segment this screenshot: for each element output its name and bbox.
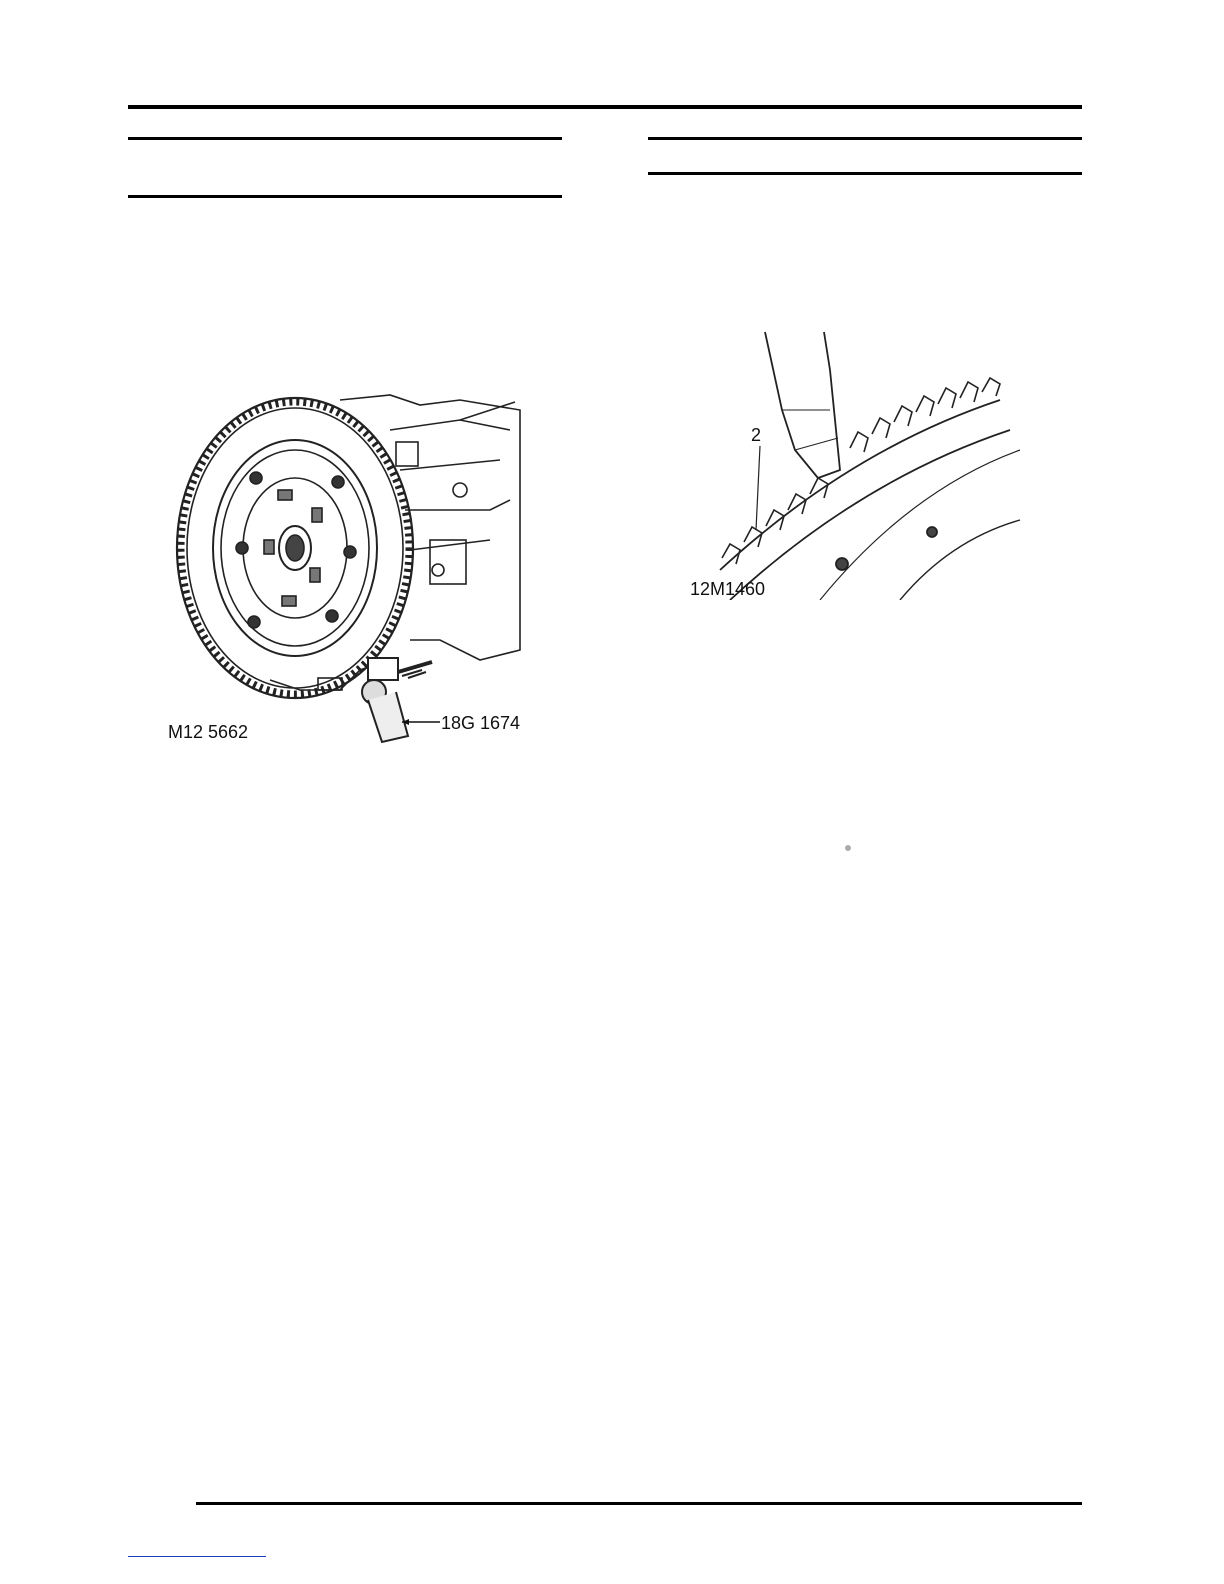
ring-gear-figure [700, 330, 1030, 600]
locking-tool-leader-line [400, 716, 442, 728]
flywheel-locking-figure [160, 390, 540, 750]
top-header-rule [128, 105, 1082, 109]
right-section-rule-top [648, 137, 1082, 140]
ring-gear-callout-number: 2 [751, 425, 762, 445]
footer-rule [196, 1502, 1082, 1505]
flywheel-illustration [160, 390, 540, 750]
left-section-rule-bottom [128, 195, 562, 198]
stray-dot [845, 845, 851, 851]
flywheel-figure-code: M12 5662 [168, 722, 249, 742]
right-section-rule-bottom [648, 172, 1082, 175]
ring-gear-figure-code: 12M1460 [690, 579, 766, 599]
locking-tool-label: 18G 1674 [441, 713, 521, 733]
footer-link-underline[interactable] [128, 1556, 266, 1557]
left-section-rule-top [128, 137, 562, 140]
ring-gear-illustration [700, 330, 1030, 600]
